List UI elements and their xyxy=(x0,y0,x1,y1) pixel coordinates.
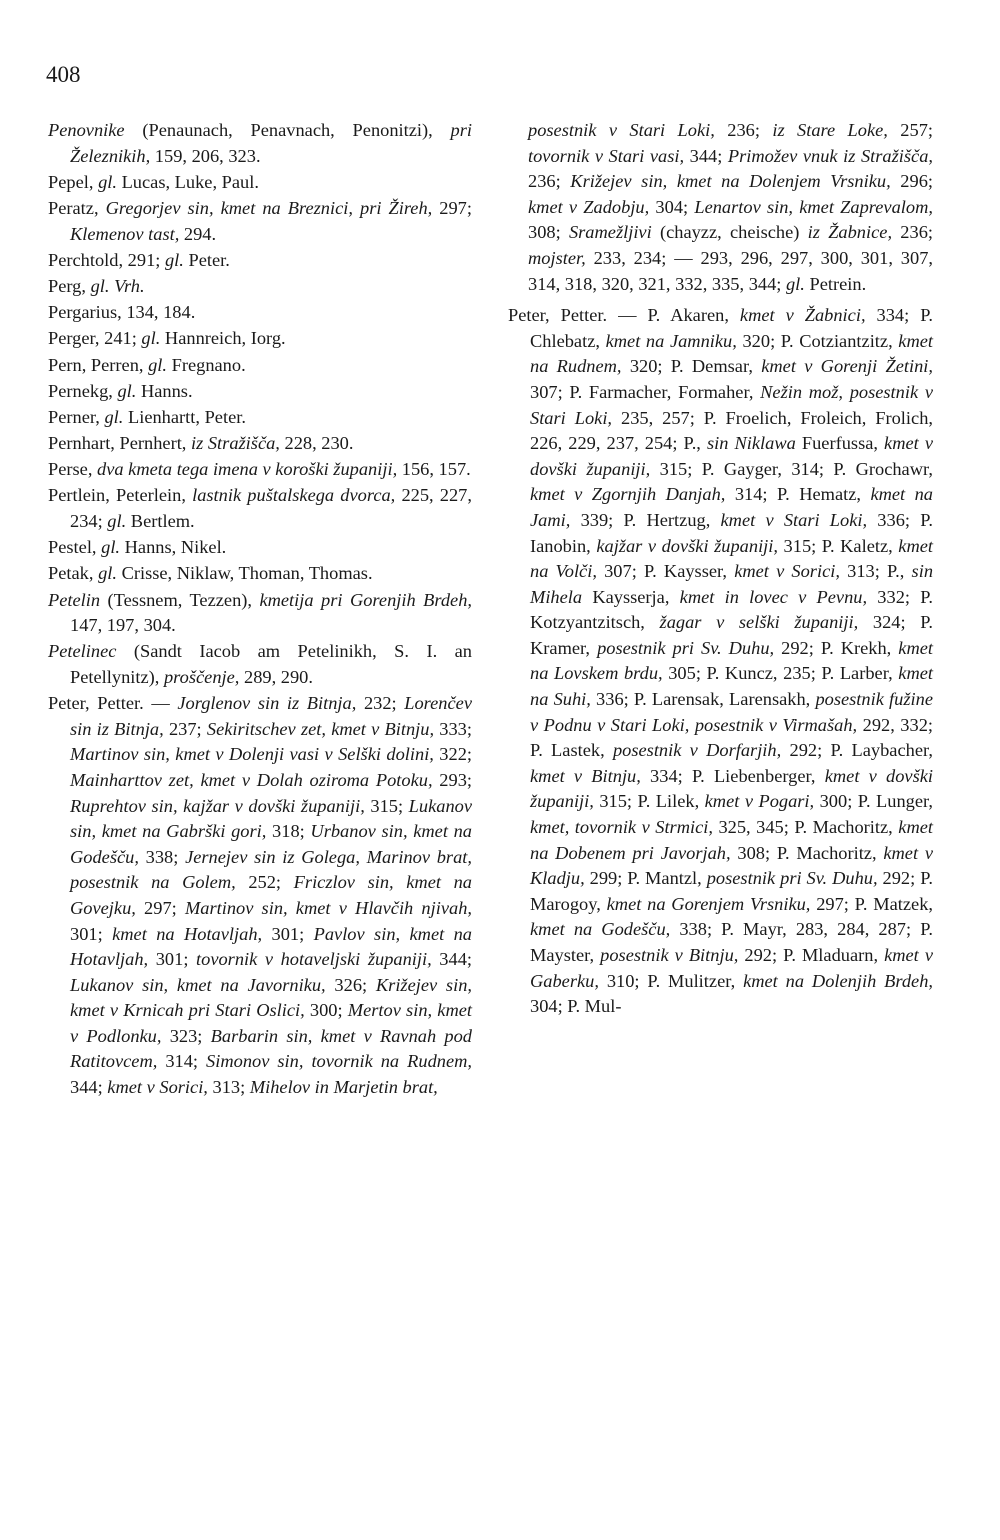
index-entry: Penovnike (Penaunach, Penavnach, Penonitzi), pri Železnikih, 159, 206, 323. xyxy=(48,120,472,166)
index-entry: Peter, Petter. — P. Akaren, kmet v Žabnici, 334; P. Chlebatz, kmet na Jamniku, 320; P. Cotziantzitz, kmet na Rudnem, 320; P. Demsar, kmet v Gorenji Žetini, 307; P. Farmacher, Formaher, Nežin mož, posestnik v Stari Loki, 235, 257; P. Froelich, Froleich, Frolich, 226, 229, 237, 254; P., sin Niklawa Fuerfussa, kmet v dovški županiji, 315; P. Gayger, 314; P. Grochawr, kmet v Zgornjih Danjah, 314; P. Hematz, kmet na Jami, 339; P. Hertzug, kmet v Stari Loki, 336; P. Ianobin, kajžar v dovški županiji, 315; P. Kaletz, kmet na Volči, 307; P. Kaysser, kmet v Sorici, 313; P., sin Mihela Kaysserja, kmet in lovec v Pevnu, 332; P. Kotzyantzitsch, žagar v selški županiji, 324; P. Kramer, posestnik pri Sv. Duhu, 292; P. Krekh, kmet na Lovskem brdu, 305; P. Kuncz, 235; P. Larber, kmet na Suhi, 336; P. Larensak, Larensakh, posestnik fužine v Podnu v Stari Loki, posestnik v Virmašah, 292, 332; P. Lastek, posestnik v Dorfarjih, 292; P. Laybacher, kmet v Bitnju, 334; P. Liebenberger, kmet v dovški županiji, 315; P. Lilek, kmet v Pogari, 300; P. Lunger, kmet, tovornik v Strmici, 325, 345; P. Machoritz, kmet na Dobenem pri Javorjah, 308; P. Machoritz, kmet v Kladju, 299; P. Mantzl, posestnik pri Sv. Duhu, 292; P. Marogoy, kmet na Gorenjem Vrsniku, 297; P. Matzek, kmet na Godešču, 338; P. Mayr, 283, 284, 287; P. Mayster, posestnik v Bitnju, 292; P. Mladuarn, kmet v Gaberku, 310; P. Mulitzer, kmet na Dolenjih Brdeh, 304; P. Mul- xyxy=(508,305,934,1017)
index-entry: Perner, gl. Lienhartt, Peter. xyxy=(48,406,246,427)
index-entry: Peratz, Gregorjev sin, kmet na Breznici, pri Žireh, 297; Klemenov tast, 294. xyxy=(48,197,472,244)
index-entry: Perg, gl. Vrh. xyxy=(48,275,145,296)
index-entry: Pestel, gl. Hanns, Nikel. xyxy=(48,537,227,558)
index-entry: Pernekg, gl. Hanns. xyxy=(48,380,193,401)
index-entry: Pepel, gl. Lucas, Luke, Paul. xyxy=(48,171,259,192)
index-entry-continuation: posestnik v Stari Loki, 236; iz Stare Loke, 257; tovornik v Stari vasi, 344; Primožev vnuk iz Stražišča, 236; Križejev sin, kmet na Dolenjem Vrsniku, 296; kmet v Zadobju, 304; Lenartov sin, kmet Zaprevalom, 308; Sramežljivi (chayzz, cheische) iz Žabnice, 236; mojster, 233, 234; — 293, 296, 297, 300, 301, 307, 314, 318, 320, 321, 332, 335, 344; gl. Petrein. xyxy=(528,120,933,294)
index-entry: Pernhart, Pernhert, iz Stražišča, 228, 230. xyxy=(48,433,354,454)
index-entry: Peter, Petter. — Jorglenov sin iz Bitnja, 232; Lorenčev sin iz Bitnja, 237; Sekiritschev zet, kmet v Bitnju, 333; Martinov sin, kmet v Dolenji vasi v Selški dolini, 322; Mainharttov zet, kmet v Dolah oziroma Potoku, 293; Ruprehtov sin, kajžar v dovški županiji, 315; Lukanov sin, kmet na Gabrški gori, 318; Urbanov sin, kmet na Godešču, 338; Jernejev sin iz Golega, Marinov brat, posestnik na Golem, 252; Friczlov sin, kmet na Govejku, 297; Martinov sin, kmet v Hlavčih njivah, 301; kmet na Hotavljah, 301; Pavlov sin, kmet na Hotavljah, 301; tovornik v hotaveljski županiji, 344; Lukanov sin, kmet na Javorniku, 326; Križejev sin, kmet v Krnicah pri Stari Oslici, 300; Mertov sin, kmet v Podlonku, 323; Barbarin sin, kmet v Ravnah pod Ratitovcem, 314; Simonov sin, tovornik na Rudnem, 344; kmet v Sorici, 313; Mihelov in Marjetin brat, xyxy=(48,693,473,1098)
index-entry: Pertlein, Peterlein, lastnik puštalskega dvorca, 225, 227, 234; gl. Bertlem. xyxy=(48,485,472,532)
index-column-right xyxy=(508,118,933,1020)
index-entry: Pern, Perren, gl. Fregnano. xyxy=(48,354,246,375)
index-entry: Petak, gl. Crisse, Niklaw, Thoman, Thomas. xyxy=(48,563,373,584)
index-entry: Petelin (Tessnem, Tezzen), kmetija pri Gorenjih Brdeh, 147, 197, 304. xyxy=(48,589,472,636)
index-entry: Perchtold, 291; gl. Peter. xyxy=(48,249,230,270)
index-entry: Petelinec (Sandt Iacob am Petelinikh, S. I. an Petellynitz), proščenje, 289, 290. xyxy=(48,641,472,687)
index-entry: Perse, dva kmeta tega imena v koroški županiji, 156, 157. xyxy=(48,459,471,480)
index-entry: Perger, 241; gl. Hannreich, Iorg. xyxy=(48,328,286,349)
index-entry: Pergarius, 134, 184. xyxy=(48,302,196,323)
index-column-left xyxy=(48,118,472,1101)
page-number: 408 xyxy=(46,62,81,87)
